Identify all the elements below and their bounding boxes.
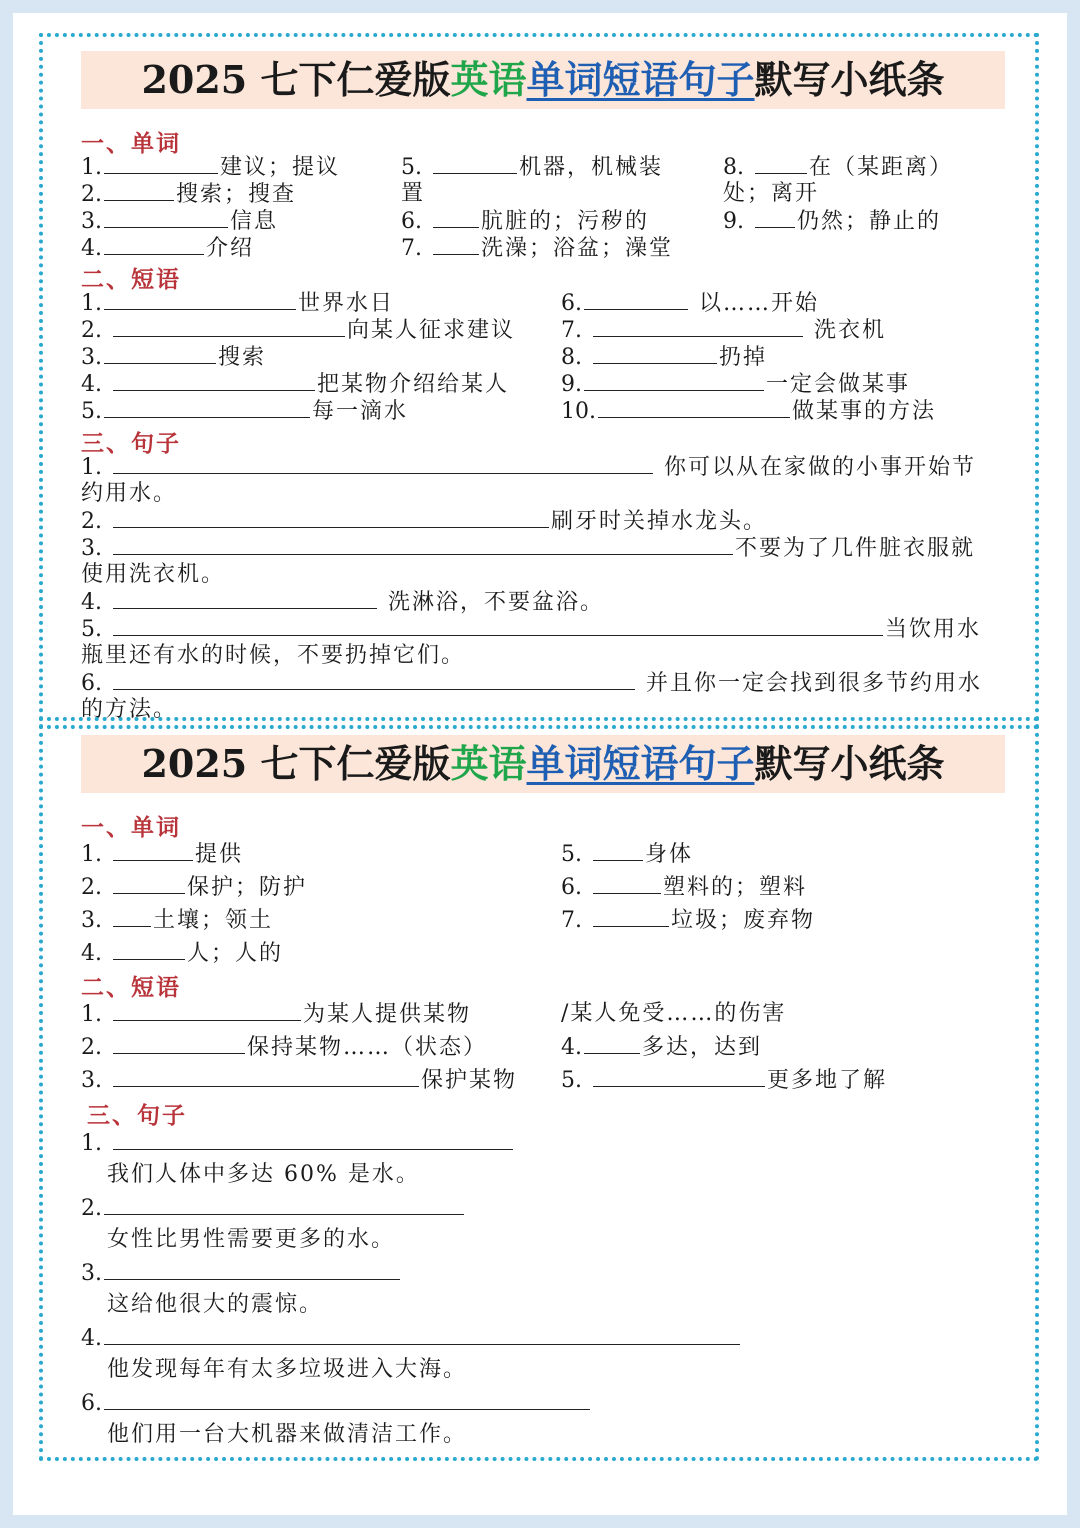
word-item: 6. 塑料的；塑料: [561, 875, 808, 900]
section-words-heading: 一、单词: [81, 130, 181, 157]
sentence-item: 3.: [81, 1259, 402, 1287]
answer-blank[interactable]: [113, 669, 635, 690]
answer-blank[interactable]: [113, 873, 185, 894]
phrase-item: 10. 做某事的方法: [561, 399, 937, 424]
sentence-continued: 使用洗衣机。: [81, 562, 226, 587]
word-item: 7. 垃圾；废弃物: [561, 908, 816, 933]
title-suffix: 默写小纸条: [754, 57, 945, 102]
phrase-item: 1. 世界水日: [81, 291, 395, 316]
sentence-meaning: 他发现每年有太多垃圾进入大海。: [107, 1357, 468, 1382]
title-blue-word: 单词短语句子: [526, 57, 755, 102]
word-item: 1. 建议；提议: [81, 155, 341, 180]
sentence-item: 6.: [81, 1389, 592, 1417]
sentence-item: 1.: [81, 1129, 515, 1157]
phrase-item: 2. 向某人征求建议: [81, 318, 516, 343]
sentence-continued: 约用水。: [81, 481, 178, 506]
phrase-item: 8. 扔掉: [561, 345, 768, 370]
word-item-continued: 置: [401, 181, 426, 206]
word-item: 5. 机器，机械装: [401, 155, 664, 180]
answer-blank[interactable]: [104, 397, 310, 418]
answer-blank[interactable]: [113, 1129, 513, 1150]
answer-blank[interactable]: [104, 180, 174, 201]
sentence-meaning: 这给他很大的震惊。: [107, 1292, 324, 1317]
word-item: 2. 保护；防护: [81, 875, 308, 900]
title-prefix: 2025 七下仁爱版: [141, 741, 451, 786]
answer-blank[interactable]: [104, 289, 296, 310]
sentence-meaning: 他们用一台大机器来做清洁工作。: [107, 1422, 468, 1447]
answer-blank[interactable]: [433, 153, 517, 174]
section-sentences-heading: 三、句子: [81, 430, 181, 457]
title-green-word: 英语: [450, 57, 527, 102]
sentence-meaning: 女性比男性需要更多的水。: [107, 1227, 396, 1252]
title-blue-word: 单词短语句子: [526, 741, 755, 786]
title-suffix: 默写小纸条: [754, 741, 945, 786]
answer-blank[interactable]: [593, 840, 643, 861]
answer-blank[interactable]: [584, 289, 688, 310]
phrase-item: 5. 每一滴水: [81, 399, 409, 424]
section-words-heading: 一、单词: [81, 814, 181, 841]
answer-blank[interactable]: [755, 207, 795, 228]
answer-blank[interactable]: [104, 153, 218, 174]
word-item-continued: 处；离开: [723, 181, 820, 206]
answer-blank[interactable]: [584, 370, 764, 391]
sentence-item: 2. 刷牙时关掉水龙头。: [81, 509, 768, 534]
dictation-card-2: [39, 717, 1039, 1461]
sentence-item: 4.: [81, 1324, 742, 1352]
word-item: 4. 人；人的: [81, 941, 284, 966]
word-item: 9. 仍然；静止的: [723, 209, 942, 234]
sentence-item: 1. 你可以从在家做的小事开始节: [81, 455, 977, 480]
phrase-item: 7. 洗衣机: [561, 318, 887, 343]
answer-blank[interactable]: [593, 873, 661, 894]
word-item: 7. 洗澡；浴盆；澡堂: [401, 236, 674, 261]
answer-blank[interactable]: [113, 840, 193, 861]
word-item: 1. 提供: [81, 842, 244, 867]
answer-blank[interactable]: [104, 1259, 400, 1280]
answer-blank[interactable]: [113, 1033, 245, 1054]
sentence-continued: 的方法。: [81, 697, 178, 722]
word-item: 2. 搜索；搜查: [81, 182, 297, 207]
answer-blank[interactable]: [113, 534, 733, 555]
answer-blank[interactable]: [593, 316, 803, 337]
worksheet-page: [13, 13, 1067, 1515]
sentence-item: 4. 洗淋浴，不要盆浴。: [81, 590, 605, 615]
answer-blank[interactable]: [593, 1066, 765, 1087]
title-green-word: 英语: [450, 741, 527, 786]
answer-blank[interactable]: [113, 1066, 419, 1087]
answer-blank[interactable]: [433, 234, 479, 255]
phrase-item: 1. 为某人提供某物: [81, 1002, 472, 1027]
answer-blank[interactable]: [113, 316, 345, 337]
phrase-item: 2. 保持某物……（状态）: [81, 1035, 488, 1060]
dictation-card-1: [39, 33, 1039, 729]
phrase-item: 5. 更多地了解: [561, 1068, 888, 1093]
answer-blank[interactable]: [104, 1324, 740, 1345]
answer-blank[interactable]: [104, 234, 204, 255]
sentence-item: 5. 当饮用水: [81, 617, 982, 642]
answer-blank[interactable]: [113, 939, 185, 960]
card-title: [81, 51, 1005, 109]
word-item: 3. 信息: [81, 209, 279, 234]
answer-blank[interactable]: [113, 615, 883, 636]
word-item: 6. 肮脏的；污秽的: [401, 209, 650, 234]
answer-blank[interactable]: [598, 397, 790, 418]
word-item: 3. 土壤；领土: [81, 908, 274, 933]
answer-blank[interactable]: [755, 153, 807, 174]
answer-blank[interactable]: [433, 207, 479, 228]
answer-blank[interactable]: [113, 507, 549, 528]
section-phrases-heading: 二、短语: [81, 266, 181, 293]
answer-blank[interactable]: [104, 1194, 464, 1215]
sentence-item: 6. 并且你一定会找到很多节约用水: [81, 671, 983, 696]
answer-blank[interactable]: [113, 906, 151, 927]
sentence-continued: 瓶里还有水的时候，不要扔掉它们。: [81, 643, 466, 668]
phrase-item-continued: /某人免受……的伤害: [561, 1001, 787, 1026]
word-item: 5. 身体: [561, 842, 694, 867]
answer-blank[interactable]: [104, 207, 228, 228]
section-phrases-heading: 二、短语: [81, 974, 181, 1001]
phrase-item: 6. 以……开始: [561, 291, 820, 316]
answer-blank[interactable]: [104, 1389, 590, 1410]
section-sentences-heading: 三、句子: [87, 1102, 187, 1129]
card-title: [81, 735, 1005, 793]
phrase-item: 3. 保护某物: [81, 1068, 518, 1093]
sentence-item: 3. 不要为了几件脏衣服就: [81, 536, 976, 561]
title-prefix: 2025 七下仁爱版: [141, 57, 451, 102]
word-item: 4. 介绍: [81, 236, 255, 261]
word-item: 8. 在（某距离）: [723, 155, 954, 180]
answer-blank[interactable]: [593, 906, 669, 927]
phrase-item: 3. 搜索: [81, 345, 267, 370]
answer-blank[interactable]: [593, 343, 717, 364]
phrase-item: 4. 多达，达到: [561, 1035, 763, 1060]
answer-blank[interactable]: [104, 343, 216, 364]
answer-blank[interactable]: [113, 453, 653, 474]
phrase-item: 9. 一定会做某事: [561, 372, 911, 397]
phrase-item: 4. 把某物介绍给某人: [81, 372, 510, 397]
sentence-item: 2.: [81, 1194, 466, 1222]
answer-blank[interactable]: [113, 1000, 301, 1021]
answer-blank[interactable]: [113, 370, 315, 391]
answer-blank[interactable]: [113, 588, 377, 609]
answer-blank[interactable]: [584, 1033, 640, 1054]
sentence-meaning: 我们人体中多达 60% 是水。: [107, 1162, 420, 1187]
